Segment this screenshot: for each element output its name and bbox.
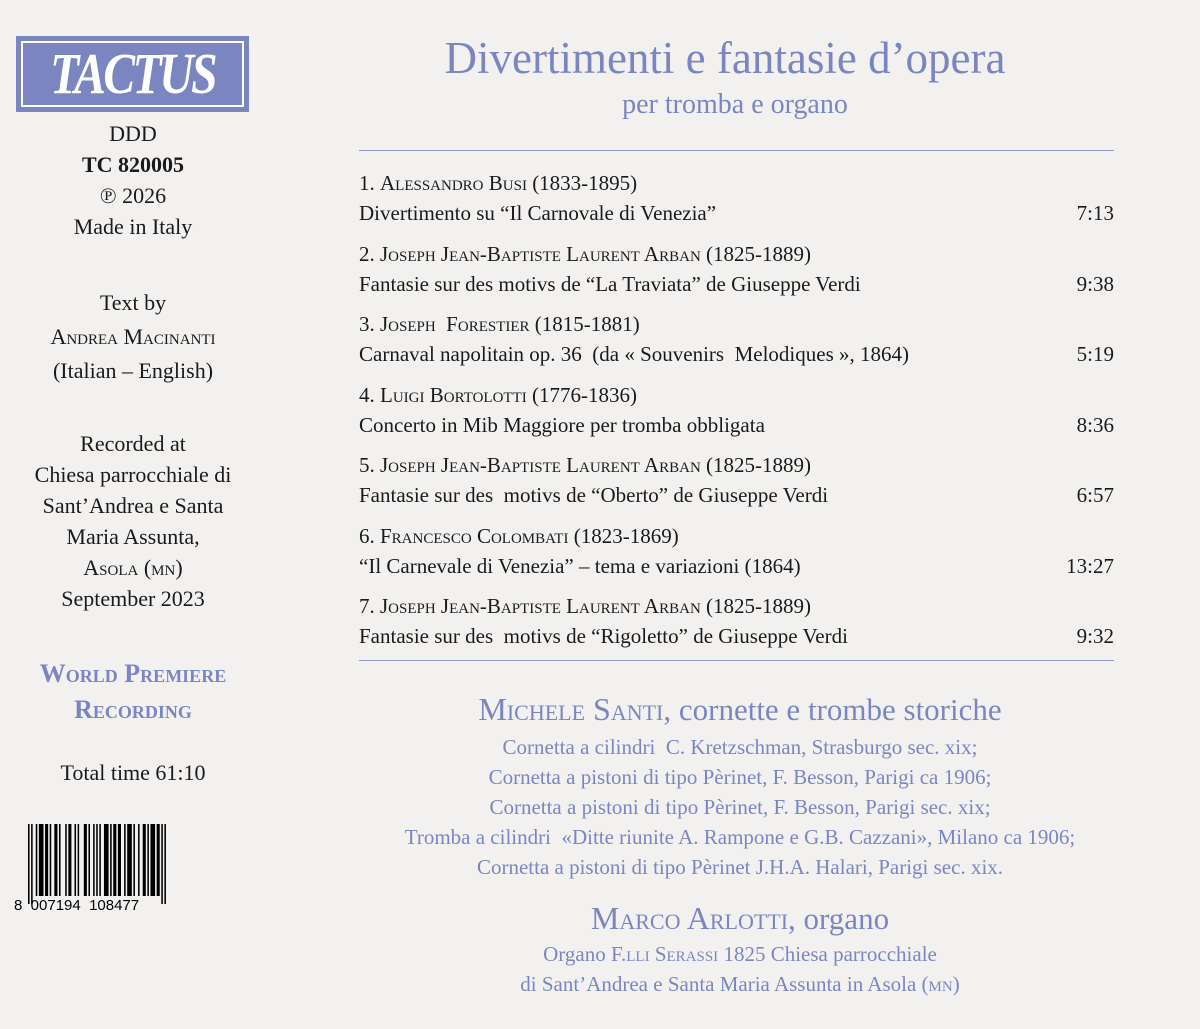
composer-name: Alessandro Busi bbox=[380, 171, 527, 195]
instrument-line bbox=[290, 792, 1190, 822]
organ-text: ) bbox=[952, 972, 960, 996]
track-duration: 7:13 bbox=[1076, 201, 1114, 225]
barcode-bar bbox=[39, 824, 44, 896]
performer-role: , cornette e trombe storiche bbox=[663, 692, 1002, 727]
organ-line bbox=[290, 939, 1190, 969]
track-number: 2. bbox=[359, 241, 375, 266]
track-duration: 13:27 bbox=[1066, 553, 1114, 578]
composer-years: (1825-1889) bbox=[706, 453, 812, 477]
track-number: 1. bbox=[359, 171, 375, 195]
track-duration: 5:19 bbox=[1076, 342, 1114, 366]
track-number: 5. bbox=[359, 453, 375, 477]
composer-name: Joseph Jean-Baptiste Laurent Arban bbox=[380, 594, 701, 618]
album-subtitle: per tromba e organo bbox=[622, 89, 848, 120]
barcode-bar bbox=[65, 824, 67, 896]
track-item bbox=[359, 521, 1114, 592]
performer-name: Marco Arlotti bbox=[590, 900, 789, 936]
performer-santi bbox=[290, 689, 1190, 882]
logo-text: TACTUS bbox=[50, 41, 215, 106]
track-duration: 9:38 bbox=[1076, 271, 1114, 296]
divider bbox=[359, 150, 1114, 151]
track-number: 6. bbox=[359, 523, 375, 548]
recorded-line: Recorded at bbox=[80, 431, 186, 456]
text-credits bbox=[0, 286, 266, 388]
composer-name: Joseph Forestier bbox=[380, 312, 530, 336]
composer-years: (1825-1889) bbox=[706, 241, 812, 266]
barcode-bar bbox=[124, 824, 126, 896]
barcode-bar bbox=[143, 824, 146, 896]
instrument-line bbox=[290, 852, 1190, 882]
work-title: Carnaval napolitain op. 36 (da « Souvenirs Melodiques », 1864) bbox=[359, 342, 909, 366]
barcode-bar bbox=[150, 824, 155, 896]
work-title: Fantasie sur des motivs de “Oberto” de Giuseppe Verdi bbox=[359, 483, 829, 507]
copyright-year: ℗ 2026 bbox=[99, 183, 167, 208]
barcode-bar bbox=[157, 824, 160, 896]
recorded-line: Asola (mn) bbox=[83, 555, 183, 580]
barcode-bar bbox=[31, 824, 33, 904]
barcode-bar bbox=[99, 824, 101, 896]
barcode-bar bbox=[28, 824, 30, 904]
text-by-label: Text by bbox=[99, 290, 167, 315]
track-item bbox=[359, 309, 1114, 380]
track-number: 3. bbox=[359, 312, 375, 336]
track-item bbox=[359, 380, 1114, 451]
instrument-text: Cornetta a cilindri C. Kretzschman, Strasburgo sec. xix; bbox=[502, 735, 978, 759]
work-title: Fantasie sur des motivs de “Rigoletto” de Giuseppe Verdi bbox=[359, 624, 848, 648]
composer-name: Joseph Jean-Baptiste Laurent Arban bbox=[380, 453, 701, 477]
recorded-line: Chiesa parrocchiale di bbox=[34, 462, 232, 487]
barcode-bar bbox=[68, 824, 71, 896]
barcode-bar bbox=[78, 824, 80, 896]
catalog-code: TC 820005 bbox=[81, 152, 185, 177]
track-item bbox=[359, 239, 1114, 310]
premiere-line: Recording bbox=[74, 695, 192, 724]
premiere-line: World Premiere bbox=[39, 659, 227, 688]
barcode-bar bbox=[164, 824, 166, 904]
barcode-bar bbox=[36, 824, 38, 896]
composer-name: Joseph Jean-Baptiste Laurent Arban bbox=[380, 241, 701, 266]
barcode-bar bbox=[138, 824, 140, 896]
composer-years: (1823-1869) bbox=[568, 523, 679, 548]
track-duration: 8:36 bbox=[1076, 412, 1114, 437]
barcode-bar bbox=[84, 824, 87, 896]
organ-builder: F.lli Serassi bbox=[611, 942, 719, 966]
work-title: Concerto in Mib Maggiore per tromba obbligata bbox=[359, 412, 765, 437]
album-title: Divertimenti e fantasie d’opera bbox=[444, 33, 1006, 83]
text-languages: (Italian – English) bbox=[52, 358, 214, 383]
instrument-text: Cornetta a pistoni di tipo Pèrinet J.H.A. Halari, Parigi sec. xix. bbox=[476, 855, 1004, 879]
instrument-text: Cornetta a pistoni di tipo Pèrinet, F. Besson, Parigi sec. xix; bbox=[489, 795, 991, 819]
track-duration: 9:32 bbox=[1076, 624, 1114, 648]
barcode-bar bbox=[50, 824, 52, 896]
composer-years: (1825-1889) bbox=[706, 594, 812, 618]
track-item bbox=[359, 450, 1114, 521]
organ-text: di Sant’Andrea e Santa Maria Assunta in Asola ( bbox=[520, 972, 929, 996]
recording-format: DDD bbox=[109, 121, 157, 146]
origin: Made in Italy bbox=[73, 214, 193, 239]
organ-text: 1825 Chiesa parrocchiale bbox=[718, 942, 937, 966]
barcode-bar bbox=[147, 824, 149, 896]
divider bbox=[359, 660, 1114, 661]
recorded-line: Maria Assunta, bbox=[66, 524, 200, 549]
organ-abbr: mn bbox=[928, 972, 953, 996]
instrument-text: Cornetta a pistoni di tipo Pèrinet, F. Besson, Parigi ca 1906; bbox=[488, 765, 992, 789]
performer-arlotti bbox=[290, 898, 1190, 999]
composer-years: (1815-1881) bbox=[534, 312, 640, 336]
barcode-bar bbox=[113, 824, 116, 896]
track-duration: 6:57 bbox=[1076, 483, 1114, 507]
instrument-line bbox=[290, 762, 1190, 792]
barcode-bar bbox=[93, 824, 95, 896]
barcode-bar bbox=[75, 824, 77, 896]
text-author: Andrea Macinanti bbox=[50, 324, 216, 349]
recording-location bbox=[0, 428, 266, 614]
barcode-bar bbox=[59, 824, 61, 896]
barcode-bar bbox=[127, 824, 132, 896]
composer-name: Luigi Bortolotti bbox=[380, 382, 527, 407]
work-title: Divertimento su “Il Carnovale di Venezia” bbox=[359, 201, 717, 225]
barcode bbox=[14, 824, 230, 914]
recorded-line: September 2023 bbox=[61, 586, 205, 611]
composer-years: (1833-1895) bbox=[532, 171, 638, 195]
barcode-bar bbox=[54, 824, 57, 896]
barcode-bar bbox=[133, 824, 135, 896]
barcode-bar bbox=[96, 824, 98, 896]
composer-years: (1776-1836) bbox=[531, 382, 637, 407]
world-premiere-badge bbox=[0, 656, 266, 728]
organ-line bbox=[290, 969, 1190, 999]
track-number: 7. bbox=[359, 594, 375, 618]
track-number: 4. bbox=[359, 382, 375, 407]
performer-name: Michele Santi bbox=[478, 691, 664, 727]
performer-role: , organo bbox=[788, 901, 890, 936]
instrument-line bbox=[290, 732, 1190, 762]
barcode-bar bbox=[118, 824, 121, 896]
instrument-line bbox=[290, 822, 1190, 852]
tactus-logo bbox=[16, 36, 249, 112]
barcode-bar bbox=[88, 824, 90, 896]
composer-name: Francesco Colombati bbox=[380, 523, 569, 548]
catalog-info bbox=[0, 118, 266, 242]
total-time: Total time 61:10 bbox=[60, 760, 206, 785]
track-item bbox=[359, 168, 1114, 239]
barcode-bar bbox=[104, 824, 109, 896]
organ-text: Organo bbox=[543, 942, 611, 966]
instrument-text: Tromba a cilindri «Ditte riunite A. Rampone e G.B. Cazzani», Milano ca 1906; bbox=[404, 825, 1076, 849]
recorded-line: Sant’Andrea e Santa bbox=[42, 493, 224, 518]
track-list bbox=[359, 168, 1114, 662]
barcode-bar bbox=[45, 824, 48, 896]
barcode-bar bbox=[161, 824, 163, 904]
work-title: “Il Carnevale di Venezia” – tema e variazioni (1864) bbox=[359, 553, 801, 578]
barcode-bar bbox=[110, 824, 112, 896]
barcode-digits: 8 007194 108477 bbox=[14, 897, 140, 914]
track-item bbox=[359, 591, 1114, 662]
work-title: Fantasie sur des motivs de “La Traviata” de Giuseppe Verdi bbox=[359, 271, 861, 296]
